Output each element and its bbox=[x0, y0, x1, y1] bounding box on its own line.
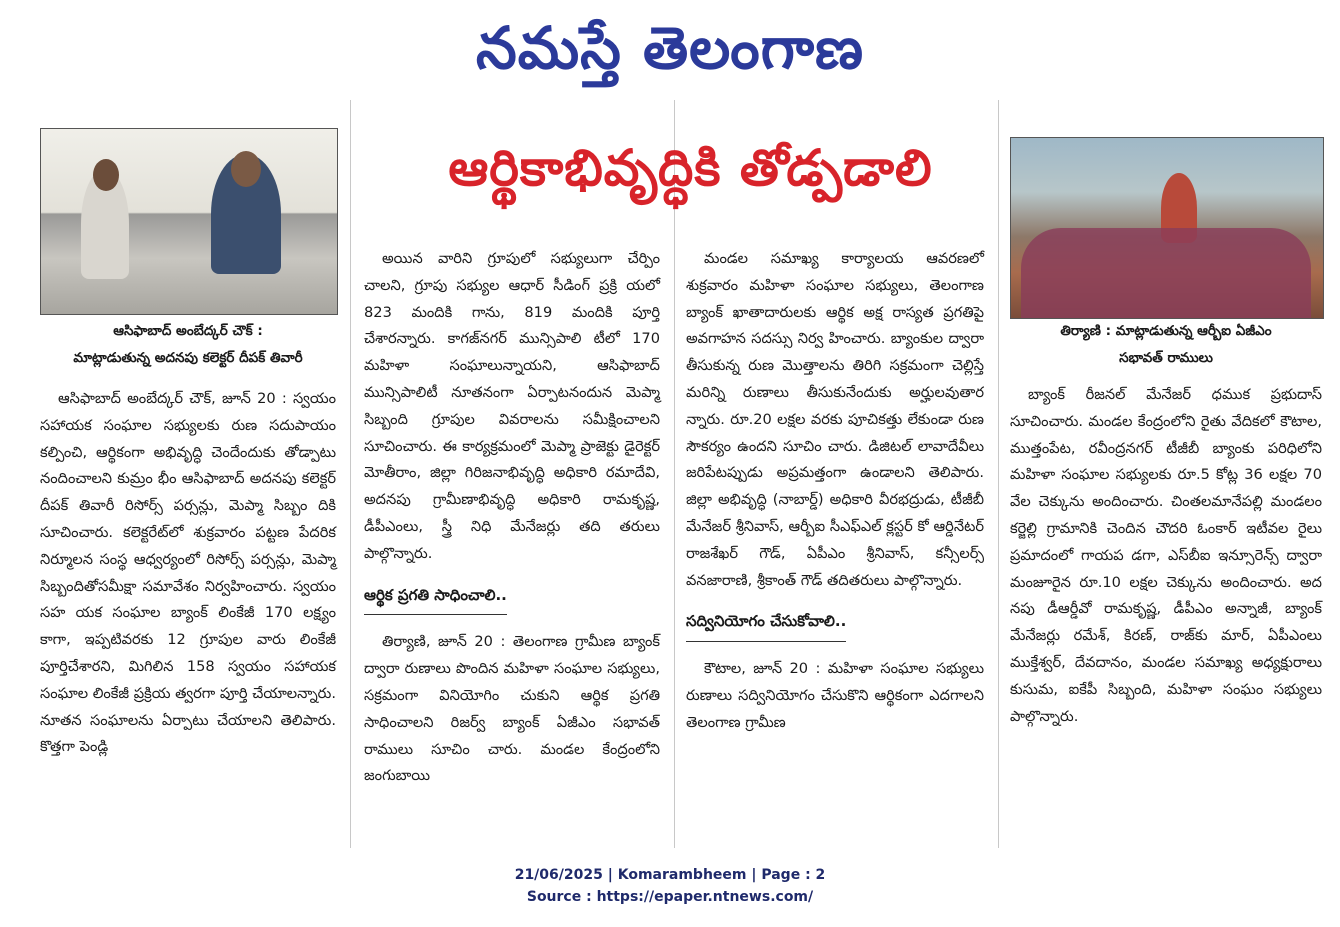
photo2-caption-line1: తిర్యాణి : మాట్లాడుతున్న ఆర్బీఐ ఏజీఎం bbox=[1060, 323, 1272, 339]
article-column-2 bbox=[364, 246, 660, 790]
headline: ఆర్థికాభివృద్ధికి తోడ్పడాలి bbox=[448, 139, 933, 197]
footer bbox=[0, 864, 1340, 908]
masthead bbox=[0, 8, 1340, 88]
audience-group bbox=[1021, 228, 1311, 318]
article-paragraph: మండల సమాఖ్య కార్యాలయ ఆవరణలో శుక్రవారం మహిళా సంఘాల సభ్యులు, తెలంగాణ బ్యాంక్ ఖాతాదారులకు ఆర్థిక అక్ష రాస్యత ప్రగతిపై అవగాహన సదస్సు నిర్వ హించారు. బ్యాంకుల ద్వారా తీసుకున్న రుణ మొత్తాలను తిరిగి సక్రమంగా చెల్లిస్తే మరిన్ని రుణాలు తీసుకునేందుకు అర్హులవుతార న్నారు. రూ.20 లక్షల వరకు పూచికత్తు లేకుండా రుణ సౌకర్యం ఉందని సూచిం చారు. డిజిటల్ లావాదేవీలు జరిపేటప్పుడు అప్రమత్తంగా ఉండాలని తెలిపారు. జిల్లా అభివృద్ధి (నాబార్డ్) అధికారి వీరభద్రుడు, టీజీబీ మేనేజర్ శ్రీనివాస్, ఆర్బీఐ సీఎఫ్ఎల్ క్లస్టర్ కో ఆర్డినేటర్ రాజశేఖర్ గౌడ్, ఏపీఎం శ్రీనివాస్, కన్సీలర్స్ వనజారాణి, శ్రీకాంత్ గౌడ్ తదితరులు పాల్గొన్నారు. bbox=[686, 250, 984, 589]
person-head bbox=[231, 151, 261, 187]
article-paragraph: బ్యాంక్ రీజనల్ మేనేజర్ ధముక ప్రభుదాస్ సూచించారు. మండల కేంద్రంలోని రైతు వేదికలో కౌటాల, ముత్తంపేట, రవీంద్రనగర్ టీజీబీ బ్యాంకు పరిధిలోని మహిళా సంఘాల సభ్యులకు రూ.5 కోట్ల 36 లక్షల 70 వేల చెక్కును అందించారు. చింతలమానేపల్లి మండలం కర్జెల్లి గ్రామానికి చెందిన చౌదరి ఓంకార్ ఇటీవల రైలు ప్రమాదంలో గాయప డగా, ఎస్‌బీఐ ఇన్సూరెన్స్ ద్వారా మంజూరైన రూ.10 లక్షల చెక్కును అందించారు. అద నపు డీఆర్డీవో రామకృష్ణ, డీపీఎం అన్నాజీ, బ్యాంక్ మేనేజర్లు రమేశ్, కిరణ్, రాజ్‌కు మార్, ఏపీఎంలు ముక్తేశ్వర్, దేవదానం, మండల సమాఖ్య అధ్యక్షురాలు కుసుమ, ఐకేపీ సిబ్బంది, మహిళా సంఘం సభ్యులు పాల్గొన్నారు. bbox=[1010, 386, 1322, 725]
article-column-3 bbox=[686, 246, 984, 737]
footer-date-line: 21/06/2025 | Komarambheem | Page : 2 bbox=[514, 867, 826, 883]
masthead-title: నమస్తే తెలంగాణ bbox=[476, 14, 864, 82]
subheading: ఆర్థిక ప్రగతి సాధించాలి.. bbox=[364, 582, 507, 616]
article-paragraph: అయిన వారిని గ్రూపులో సభ్యులుగా చేర్పిం చాలని, గ్రూపు సభ్యుల ఆధార్ సీడింగ్ ప్రక్రి యలో 823 మందికి గాను, 819 మందికి పూర్తి చేశారన్నారు. కాగజ్‌నగర్ మున్సిపాలి టీలో 170 మహిళా సంఘాలున్నాయని, ఆసిఫాబాద్ మున్సిపాలిటీ నూతనంగా ఏర్పాటనందున మెప్మా సిబ్బంది గ్రూపుల వివరాలను సమీక్షించాలని సూచించారు. ఈ కార్యక్రమంలో మెప్మా ప్రాజెక్టు డైరెక్టర్ మోతీరాం, జిల్లా గిరిజనాభివృద్ధి అధికారి రమాదేవి, అదనపు గ్రామీణాభివృద్ధి అధికారి రామకృష్ణ, డీపీఎంలు, స్త్రీ నిధి మేనేజర్లు తది తరులు పాల్గొన్నారు. bbox=[364, 250, 660, 562]
photo1-caption-line1: ఆసిఫాబాద్ అంబేద్కర్ చౌక్ : bbox=[113, 323, 263, 339]
photo1-caption-line2: మాట్లాడుతున్న అదనపు కలెక్టర్ దీపక్ తివారీ bbox=[73, 350, 303, 366]
photo2-caption bbox=[1010, 318, 1322, 372]
subheading: సద్వినియోగం చేసుకోవాలి.. bbox=[686, 608, 846, 642]
newspaper-page bbox=[38, 100, 1332, 848]
column-divider bbox=[350, 100, 351, 848]
column-divider bbox=[998, 100, 999, 848]
article-paragraph: ఆసిఫాబాద్ అంబేద్కర్ చౌక్, జూన్ 20 : స్వయం సహాయక సంఘాల సభ్యులకు రుణ సదుపాయం కల్పించి, ఆర్థికంగా అభివృద్ధి చెందేందుకు తోడ్పాటు నందించాలని కుమ్రం భీం ఆసిఫాబాద్ అదనపు కలెక్టర్ దీపక్ తివారీ రిసోర్స్ పర్సన్లు, మెప్మా సిబ్బం దికి సూచించారు. కలెక్టరేట్‌లో శుక్రవారం పట్టణ పేదరిక నిర్మూలన సంస్థ ఆధ్వర్యంలో రిసోర్స్ పర్సన్లు, మెప్మా సిబ్బందితోసమీక్షా సమావేశం నిర్వహించారు. స్వయం సహ యక సంఘాల బ్యాంక్ లింకేజీ 170 లక్ష్యం కాగా, ఇప్పటివరకు 12 గ్రూపుల వారు లింకేజీ పూర్తిచేశారని, మిగిలిన 158 స్వయం సహాయక సంఘాల లింకేజీ ప్రక్రియ త్వరగా పూర్తి చేయాలన్నారు. నూతన సంఘాలను ఏర్పాటు చేయాలని తెలిపారు. కొత్తగా పెండ్లి bbox=[40, 390, 336, 756]
photo1-caption bbox=[40, 318, 336, 372]
article-column-1 bbox=[40, 386, 336, 761]
article-paragraph: కౌటాల, జూన్ 20 : మహిళా సంఘాల సభ్యులు రుణాలు సద్వినియోగం చేసుకొని ఆర్థికంగా ఎదగాలని తెలంగాణ గ్రామీణ bbox=[686, 660, 984, 731]
column-divider bbox=[674, 100, 675, 848]
person-head bbox=[93, 159, 119, 191]
collector-meeting-photo bbox=[40, 128, 338, 315]
bank-meeting-photo bbox=[1010, 137, 1324, 319]
article-column-4 bbox=[1010, 382, 1322, 730]
footer-source-line: Source : https://epaper.ntnews.com/ bbox=[526, 889, 814, 905]
photo2-caption-line2: సభావత్ రాములు bbox=[1119, 350, 1213, 366]
article-paragraph: తిర్యాణి, జూన్ 20 : తెలంగాణ గ్రామీణ బ్యాంక్ ద్వారా రుణాలు పొందిన మహిళా సంఘాల సభ్యులు, సక్రమంగా వినియోగిం చుకుని ఆర్థిక ప్రగతి సాధించాలని రిజర్వ్ బ్యాంక్ ఏజీఎం సభావత్ రాములు సూచిం చారు. మండల కేంద్రంలోని జంగుబాయి bbox=[364, 633, 660, 785]
